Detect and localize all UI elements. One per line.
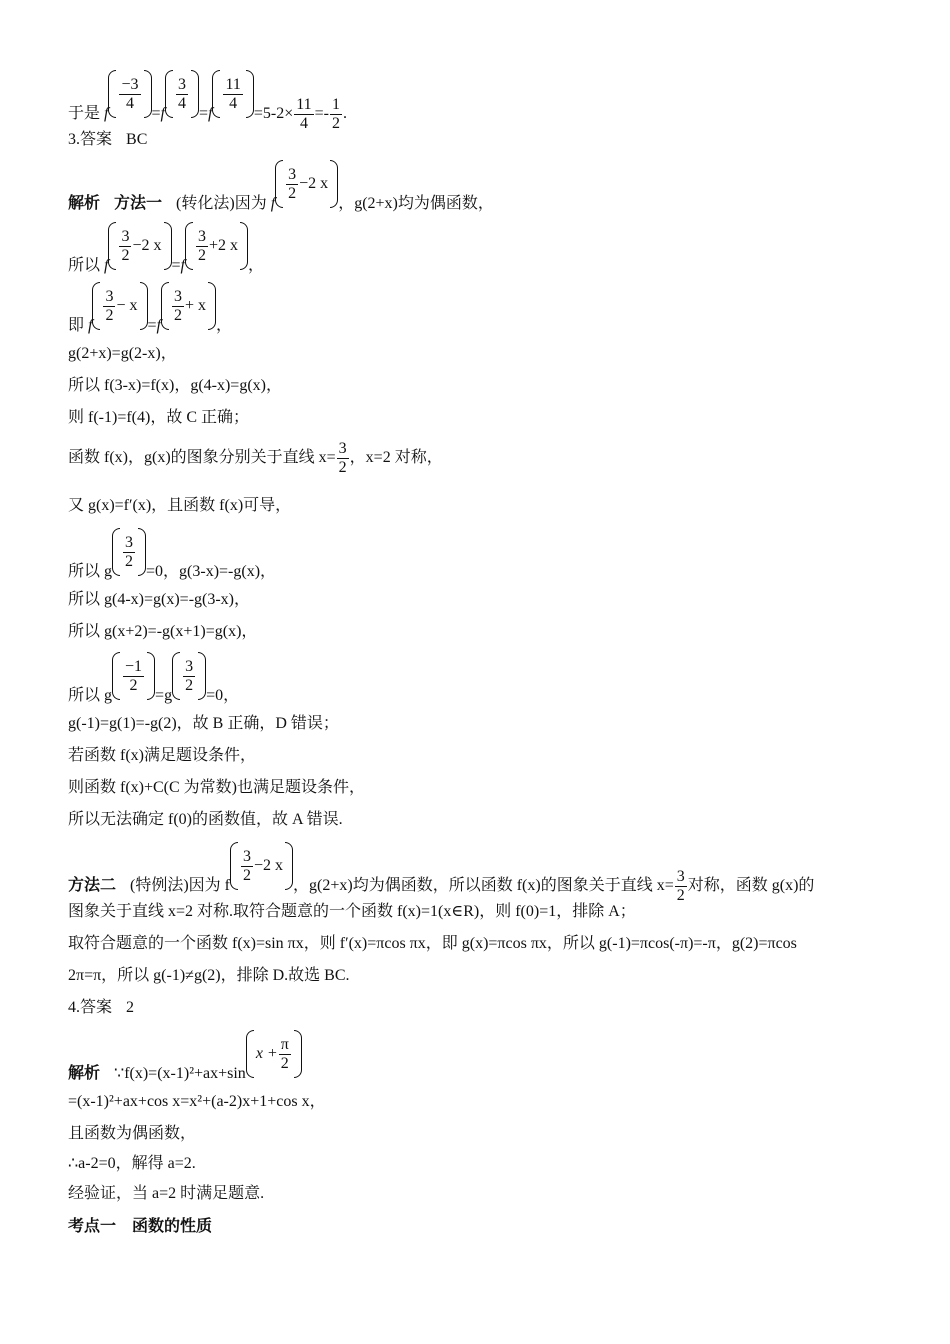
fraction [196, 228, 208, 265]
left-paren [230, 842, 238, 890]
method1-g32 [68, 528, 276, 582]
denominator: 2 [125, 552, 134, 570]
analysis-label: 解析 [68, 193, 101, 212]
method1-c: 则 f(-1)=f(4)，故 C 正确； [68, 409, 249, 426]
paren-group [230, 842, 293, 890]
method1-symmetry [68, 440, 443, 477]
paren-group [161, 282, 216, 330]
denominator: 2 [243, 866, 252, 884]
paren-group [165, 70, 199, 118]
denominator: 4 [299, 114, 308, 132]
paren-group [112, 528, 146, 576]
analysis-label: 解析 [68, 1063, 101, 1082]
left-paren [92, 282, 100, 330]
fraction [286, 166, 298, 203]
answer-label: 4.答案 [68, 999, 113, 1016]
method1-ji [68, 282, 232, 336]
numerator: 3 [177, 75, 186, 93]
term: +2 x [208, 237, 239, 254]
equals: = [171, 257, 181, 274]
method1-derivative: 又 g(x)=f′(x)，且函数 f(x)可导， [68, 497, 292, 514]
numerator: −3 [121, 75, 139, 93]
method1-intro [68, 160, 494, 214]
paren-group [172, 652, 206, 700]
fraction [279, 1036, 291, 1073]
method1-gminus [68, 652, 239, 706]
right-paren [144, 70, 152, 118]
term: −2 x [132, 237, 162, 254]
fraction [176, 76, 188, 113]
fraction [103, 288, 115, 325]
left-paren [112, 652, 120, 700]
text: 即 [68, 317, 85, 334]
numerator: 1 [332, 95, 341, 113]
left-paren [212, 70, 220, 118]
paren-group [108, 222, 171, 270]
q4-step1: =(x-1)²+ax+cos x=x²+(a-2)x+1+cos x， [68, 1093, 326, 1110]
left-paren [172, 652, 180, 700]
paren-group [246, 1030, 302, 1078]
left-paren [185, 222, 193, 270]
comma: ， [248, 257, 265, 274]
text: (转化法)因为 [176, 195, 267, 212]
f-symbol: f [208, 105, 213, 122]
right-paren [198, 652, 206, 700]
left-paren [275, 160, 283, 208]
answer-label: 3.答案 [68, 131, 113, 148]
paren-group [112, 652, 155, 700]
term: x + [255, 1045, 278, 1062]
method2-line3: 取符合题意的一个函数 f(x)=sin πx，则 f′(x)=πcos πx，即 g(x)=πcos πx，所以 g(-1)=πcos(-π)=-π，g(2)=πcos [68, 935, 797, 952]
right-paren [246, 70, 254, 118]
method1-f3: 所以 f(3-x)=f(x)，g(4-x)=g(x)， [68, 377, 282, 394]
right-paren [285, 842, 293, 890]
comma: ， [216, 317, 233, 334]
text: =0， [206, 687, 240, 704]
fraction [119, 76, 140, 113]
answer-value: 2 [126, 999, 135, 1016]
denominator: 2 [129, 676, 138, 694]
paren-group [275, 160, 338, 208]
right-paren [147, 652, 155, 700]
text: ，x=2 对称， [349, 449, 443, 467]
method1-gx2: 所以 g(x+2)=-g(x+1)=g(x)， [68, 623, 258, 640]
method1-so [68, 222, 264, 276]
right-paren [240, 222, 248, 270]
period: . [343, 105, 348, 122]
numerator: 3 [173, 287, 182, 305]
numerator: 3 [676, 867, 685, 885]
method1-bd: g(-1)=g(1)=-g(2)，故 B 正确，D 错误； [68, 715, 339, 732]
denominator: 2 [676, 886, 685, 904]
numerator: 3 [185, 657, 194, 675]
denominator: 2 [280, 1054, 289, 1072]
text: ，g(2+x)均为偶函数，所以函数 f(x)的图象关于直线 x= [293, 877, 674, 894]
equals: = [151, 105, 161, 122]
fraction [294, 96, 313, 133]
fraction [337, 440, 349, 477]
fraction [330, 96, 342, 133]
numerator: 3 [121, 227, 130, 245]
text: 于是 [68, 105, 101, 122]
right-paren [140, 282, 148, 330]
text: =5-2× [253, 105, 294, 122]
paren-group [92, 282, 147, 330]
method-label: 方法一 [114, 193, 163, 212]
text: 对称，函数 g(x)的 [687, 877, 815, 894]
left-paren [108, 222, 116, 270]
numerator: 3 [197, 227, 206, 245]
q4-step2: 且函数为偶函数， [68, 1125, 197, 1142]
denominator: 2 [197, 246, 206, 264]
left-paren [161, 282, 169, 330]
numerator: π [280, 1035, 289, 1053]
fraction [123, 658, 144, 695]
fraction [119, 228, 131, 265]
f-symbol: f [156, 317, 161, 334]
text: ，g(2+x)均为偶函数， [338, 195, 494, 212]
term: −2 x [254, 857, 284, 874]
text: 所以 [68, 257, 101, 274]
denominator: 4 [177, 94, 186, 112]
method2-intro [68, 842, 814, 905]
method2-line2: 图象关于直线 x=2 对称.取符合题意的一个函数 f(x)=1(x∈R)，则 f(0)=1，排除 A； [68, 903, 636, 920]
fraction [172, 288, 184, 325]
method2-line4: 2π=π，所以 g(-1)≠g(2)，排除 D.故选 BC. [68, 967, 350, 984]
text: =g [155, 687, 173, 704]
numerator: 3 [125, 533, 134, 551]
denominator: 4 [229, 94, 238, 112]
denominator: 2 [185, 676, 194, 694]
fraction [123, 534, 135, 571]
text: 函数 f(x)，g(x)的图象分别关于直线 x= [68, 449, 336, 467]
term: + x [184, 297, 207, 314]
left-paren [246, 1030, 254, 1078]
text: 所以 g [68, 563, 113, 580]
text: 所以 g [68, 687, 113, 704]
paren-group [185, 222, 248, 270]
method1-g-even: g(2+x)=g(2-x)， [68, 345, 177, 362]
right-paren [208, 282, 216, 330]
fraction [675, 868, 687, 905]
right-paren [138, 528, 146, 576]
text: ∵f(x)=(x-1)²+ax+sin [114, 1065, 246, 1082]
answer-value: BC [126, 131, 148, 148]
method-label: 方法二 [68, 875, 117, 894]
q4-step3: ∴a-2=0，解得 a=2. [68, 1155, 196, 1172]
right-paren [330, 160, 338, 208]
denominator: 2 [288, 184, 297, 202]
fraction [223, 76, 242, 113]
text: =0，g(3-x)=-g(x)， [146, 563, 277, 580]
numerator: 3 [288, 165, 297, 183]
text: (特例法)因为 f [130, 877, 231, 894]
numerator: −1 [125, 657, 143, 675]
q4-analysis [68, 1030, 302, 1084]
denominator: 2 [338, 459, 347, 476]
f-symbol: f [104, 257, 109, 274]
term: − x [116, 297, 138, 314]
q4-step4: 经验证，当 a=2 时满足题意. [68, 1185, 265, 1202]
section-heading: 考点一 函数的性质 [68, 1216, 213, 1235]
paren-group [108, 70, 151, 118]
method1-const: 则函数 f(x)+C(C 为常数)也满足题设条件， [68, 779, 366, 796]
denominator: 2 [173, 306, 182, 324]
method1-cond: 若函数 f(x)满足题设条件， [68, 747, 256, 764]
denominator: 2 [105, 306, 114, 324]
f-symbol: f [180, 257, 185, 274]
equals: = [198, 105, 209, 122]
method1-a: 所以无法确定 f(0)的函数值，故 A 错误. [68, 811, 343, 828]
method1-g4: 所以 g(4-x)=g(x)=-g(3-x)， [68, 591, 251, 608]
text: =- [314, 105, 330, 122]
denominator: 2 [332, 114, 341, 132]
fraction [241, 848, 253, 885]
right-paren [164, 222, 172, 270]
numerator: 3 [105, 287, 114, 305]
line-conclusion [68, 70, 347, 133]
fraction [183, 658, 195, 695]
f-symbol: f [160, 105, 165, 122]
numerator: 11 [296, 95, 312, 113]
denominator: 4 [125, 94, 134, 112]
left-paren [112, 528, 120, 576]
f-symbol: f [104, 105, 109, 122]
numerator: 11 [225, 75, 241, 93]
numerator: 3 [338, 440, 347, 457]
term: −2 x [299, 175, 329, 192]
denominator: 2 [121, 246, 130, 264]
right-paren [191, 70, 199, 118]
left-paren [165, 70, 173, 118]
answer-4 [68, 998, 134, 1018]
equals: = [147, 317, 157, 334]
paren-group [212, 70, 253, 118]
answer-3 [68, 130, 147, 150]
right-paren [294, 1030, 302, 1078]
numerator: 3 [243, 847, 252, 865]
f-symbol: f [88, 317, 93, 334]
left-paren [108, 70, 116, 118]
f-symbol: f [270, 195, 276, 212]
